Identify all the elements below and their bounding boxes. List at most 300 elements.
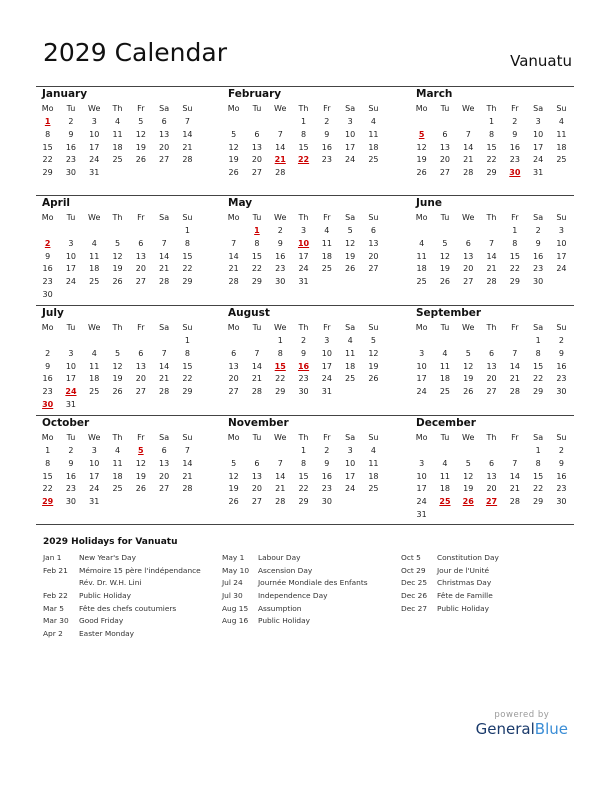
month-name: January [42, 88, 88, 100]
day-cell: 4 [347, 336, 353, 345]
weekday-label: Tu [440, 104, 450, 113]
weekday-label: Sa [533, 104, 544, 113]
day-cell: 29 [275, 387, 286, 397]
day-cell: 1 [184, 336, 190, 345]
day-cell: 27 [251, 168, 263, 178]
day-cell: 10 [89, 458, 100, 468]
day-cell: 15 [298, 471, 309, 481]
weekday-label: Fr [511, 433, 519, 442]
day-cell: 27 [439, 168, 451, 178]
holiday-day: 30 [509, 168, 521, 178]
day-cell: 23 [509, 155, 520, 165]
brand-name [476, 720, 568, 738]
day-cell: 7 [161, 348, 167, 358]
day-cell: 23 [556, 484, 567, 494]
day-cell: 11 [556, 129, 567, 139]
holiday-entry [401, 577, 499, 590]
holiday-entry [222, 565, 368, 578]
day-cell: 23 [65, 484, 77, 494]
day-cell: 3 [68, 238, 74, 248]
weekday-label: Th [298, 433, 309, 442]
day-cell: 11 [368, 458, 379, 468]
day-cell: 6 [442, 129, 448, 139]
day-cell: 23 [533, 264, 544, 274]
day-cell: 5 [465, 458, 471, 468]
day-cell: 17 [345, 471, 356, 481]
day-cell: 3 [324, 336, 330, 345]
day-cell: 4 [442, 348, 448, 358]
holiday-day: 1 [44, 117, 51, 126]
day-cell: 4 [442, 458, 448, 468]
day-cell: 18 [112, 471, 123, 481]
weekday-label: Su [556, 104, 567, 113]
day-cell: 2 [558, 336, 564, 345]
day-cell: 25 [112, 484, 123, 494]
holiday-entry [43, 628, 201, 641]
day-cell: 3 [535, 117, 541, 126]
day-cell: 9 [300, 348, 307, 358]
day-cell: 20 [486, 484, 497, 494]
holiday-day: 5 [138, 446, 144, 455]
weekday-label: Su [556, 213, 567, 222]
day-cell: 26 [368, 374, 379, 384]
empty-cell [457, 225, 480, 238]
holiday-date: Jan 1 [43, 553, 62, 562]
day-cell: 25 [368, 155, 379, 165]
holiday-name: Mémoire 15 père l'indépendance [79, 565, 201, 575]
day-cell: 7 [512, 348, 518, 358]
day-cell: 21 [486, 264, 497, 274]
day-cell: 7 [161, 238, 167, 248]
day-cell: 24 [298, 264, 309, 274]
weekday-label: We [274, 433, 287, 442]
day-cell: 15 [509, 251, 520, 261]
day-cell: 22 [42, 484, 53, 494]
month-name: December [416, 417, 476, 429]
holiday-name: Easter Monday [79, 629, 135, 639]
day-cell: 5 [347, 226, 353, 235]
holiday-name: Christmas Day [437, 578, 492, 588]
day-cell: 4 [91, 238, 97, 248]
holiday-date: Dec 27 [401, 603, 428, 613]
weekday-label: Mo [227, 213, 240, 222]
empty-cell [503, 445, 526, 458]
holiday-entry [43, 590, 201, 603]
month-december [410, 416, 575, 522]
weekday-header [410, 430, 575, 445]
month-name: May [228, 197, 253, 209]
holidays-title: 2029 Holidays for Vanuatu [43, 537, 178, 547]
day-cell: 17 [345, 142, 356, 152]
day-cell: 26 [112, 277, 123, 287]
day-cell: 9 [512, 129, 518, 139]
holiday-date: Dec 26 [401, 591, 428, 601]
holiday-entry [43, 615, 201, 628]
day-cell: 19 [345, 251, 356, 261]
day-cell: 17 [533, 142, 544, 152]
day-cell: 26 [463, 387, 474, 397]
weekday-label: Fr [511, 213, 519, 222]
day-cell: 10 [416, 361, 427, 371]
day-cell: 5 [442, 238, 448, 248]
empty-cell [480, 445, 503, 458]
empty-cell [106, 225, 129, 238]
weekday-label: Tu [252, 104, 262, 113]
day-cell: 26 [135, 484, 146, 494]
day-cell: 8 [535, 458, 541, 468]
holiday-entry [222, 552, 368, 565]
day-cell: 28 [509, 387, 520, 397]
empty-cell [106, 335, 129, 348]
day-cell: 21 [228, 264, 239, 274]
day-cell: 12 [463, 471, 474, 481]
day-cell: 12 [228, 142, 239, 152]
holiday-day: 10 [297, 238, 310, 248]
holiday-day: 15 [274, 361, 286, 371]
holiday-day: 21 [274, 155, 286, 165]
day-cell: 8 [300, 458, 307, 468]
day-cell: 10 [65, 361, 77, 371]
day-cell: 17 [416, 374, 427, 384]
day-cell: 18 [368, 471, 379, 481]
day-cell: 26 [228, 168, 239, 178]
day-cell: 4 [114, 446, 121, 455]
day-cell: 26 [228, 497, 239, 507]
day-cell: 24 [416, 387, 427, 397]
month-name: August [228, 307, 270, 319]
day-cell: 24 [89, 155, 100, 165]
day-cell: 25 [89, 277, 100, 287]
day-cell: 21 [509, 484, 520, 494]
day-cell: 6 [161, 446, 167, 455]
page-title: 2029 Calendar [43, 38, 227, 67]
holiday-day: 1 [254, 226, 260, 235]
empty-cell [59, 225, 82, 238]
day-cell: 8 [45, 129, 51, 139]
empty-cell [59, 335, 82, 348]
day-cell: 14 [509, 471, 520, 481]
day-cell: 11 [89, 251, 100, 261]
day-cell: 17 [65, 264, 77, 274]
weekday-label: Fr [511, 323, 519, 332]
weekday-label: Sa [345, 104, 356, 113]
weekday-label: Su [556, 433, 567, 442]
day-grid [222, 445, 387, 509]
empty-cell [129, 225, 152, 238]
day-cell: 6 [254, 458, 260, 468]
day-cell: 22 [251, 264, 263, 274]
holiday-name: Fête de Famille [437, 591, 493, 601]
empty-cell [245, 445, 268, 458]
day-cell: 6 [138, 238, 144, 248]
day-cell: 28 [251, 387, 263, 397]
weekday-label: Tu [440, 433, 450, 442]
day-cell: 10 [89, 129, 100, 139]
day-cell: 8 [184, 348, 190, 358]
weekday-label: Sa [159, 213, 170, 222]
empty-cell [269, 116, 292, 129]
weekday-label: Tu [252, 323, 262, 332]
day-cell: 27 [159, 484, 170, 494]
day-cell: 22 [42, 155, 53, 165]
weekday-label: We [274, 104, 287, 113]
empty-cell [457, 445, 480, 458]
holiday-entry [222, 615, 368, 628]
day-cell: 10 [533, 129, 544, 139]
weekday-header [410, 101, 575, 116]
month-august [222, 306, 387, 399]
empty-cell [36, 335, 59, 348]
day-grid [36, 116, 201, 180]
day-cell: 16 [42, 264, 53, 274]
empty-cell [245, 116, 268, 129]
day-cell: 30 [65, 168, 77, 178]
day-cell: 14 [182, 458, 193, 468]
day-cell: 28 [228, 277, 239, 287]
weekday-label: Fr [137, 323, 145, 332]
brand-name-general: General [475, 720, 535, 738]
day-cell: 3 [419, 348, 425, 358]
day-cell: 21 [182, 142, 193, 152]
day-cell: 8 [300, 129, 307, 139]
day-cell: 7 [231, 238, 237, 248]
day-cell: 11 [112, 129, 123, 139]
empty-cell [433, 225, 456, 238]
day-cell: 24 [321, 374, 332, 384]
weekday-label: Fr [137, 433, 145, 442]
weekday-label: Fr [137, 213, 145, 222]
month-february [222, 87, 387, 180]
day-cell: 3 [419, 458, 425, 468]
day-cell: 29 [533, 497, 544, 507]
empty-cell [433, 445, 456, 458]
day-cell: 15 [182, 361, 193, 371]
weekday-header [222, 210, 387, 225]
day-cell: 9 [535, 238, 541, 248]
month-name: June [416, 197, 442, 209]
empty-cell [457, 335, 480, 348]
row-divider [36, 524, 574, 525]
day-cell: 10 [321, 348, 332, 358]
day-cell: 17 [298, 251, 309, 261]
day-cell: 7 [488, 238, 495, 248]
weekday-label: Mo [227, 433, 240, 442]
weekday-header [36, 101, 201, 116]
day-cell: 6 [465, 238, 471, 248]
weekday-label: Sa [159, 323, 170, 332]
day-cell: 13 [251, 142, 263, 152]
holiday-entry [401, 552, 499, 565]
day-cell: 23 [275, 264, 286, 274]
weekday-label: Su [556, 323, 567, 332]
holiday-entry [222, 590, 368, 603]
holiday-entry [401, 590, 499, 603]
day-cell: 9 [558, 458, 564, 468]
day-cell: 5 [370, 336, 376, 345]
day-cell: 13 [135, 361, 146, 371]
day-cell: 24 [65, 277, 77, 287]
day-cell: 30 [556, 497, 567, 507]
day-cell: 24 [556, 264, 567, 274]
holiday-date: Oct 5 [401, 553, 421, 562]
day-cell: 20 [439, 155, 451, 165]
weekday-label: Th [112, 213, 123, 222]
day-cell: 26 [345, 264, 356, 274]
day-cell: 21 [159, 374, 170, 384]
holiday-entry [401, 603, 499, 616]
month-june [410, 196, 575, 289]
day-cell: 30 [556, 387, 567, 397]
holiday-name: Constitution Day [437, 553, 499, 562]
weekday-label: Sa [345, 433, 356, 442]
day-cell: 18 [556, 142, 567, 152]
day-cell: 5 [231, 129, 237, 139]
day-cell: 18 [89, 264, 100, 274]
weekday-label: Fr [323, 323, 331, 332]
day-cell: 8 [45, 458, 51, 468]
month-may [222, 196, 387, 289]
weekday-label: Mo [41, 323, 54, 332]
empty-cell [410, 445, 433, 458]
holiday-entry [43, 552, 201, 565]
weekday-label: Sa [533, 433, 544, 442]
day-cell: 29 [298, 497, 309, 507]
month-april [36, 196, 201, 302]
month-january [36, 87, 201, 180]
day-cell: 21 [251, 374, 263, 384]
day-cell: 18 [345, 361, 356, 371]
weekday-label: Mo [41, 104, 54, 113]
weekday-label: Mo [415, 433, 428, 442]
weekday-label: Mo [41, 213, 54, 222]
day-cell: 1 [184, 226, 190, 235]
month-name: October [42, 417, 90, 429]
holiday-name: Good Friday [79, 616, 124, 626]
day-cell: 19 [228, 155, 239, 165]
holiday-date: Aug 16 [222, 616, 249, 626]
day-cell: 28 [463, 168, 474, 178]
holiday-date: Dec 25 [401, 578, 428, 588]
day-cell: 23 [65, 155, 77, 165]
day-cell: 29 [182, 387, 193, 397]
weekday-label: We [88, 323, 101, 332]
holiday-day: 16 [297, 361, 310, 371]
weekday-label: Su [182, 433, 193, 442]
empty-cell [433, 116, 456, 129]
day-cell: 11 [89, 361, 100, 371]
day-cell: 17 [416, 484, 427, 494]
day-cell: 23 [298, 374, 309, 384]
day-cell: 27 [228, 387, 239, 397]
day-cell: 25 [416, 277, 427, 287]
day-cell: 24 [416, 497, 427, 507]
month-name: March [416, 88, 453, 100]
holiday-column [43, 552, 201, 641]
holiday-name: Assumption [258, 603, 302, 613]
day-cell: 2 [277, 226, 283, 235]
day-cell: 20 [159, 142, 170, 152]
day-cell: 3 [91, 446, 97, 455]
day-cell: 20 [463, 264, 474, 274]
day-cell: 11 [321, 238, 332, 248]
empty-cell [480, 335, 503, 348]
holiday-date: Apr 2 [43, 629, 63, 639]
weekday-label: Su [368, 323, 379, 332]
month-name: September [416, 307, 482, 319]
day-cell: 8 [535, 348, 541, 358]
weekday-label: Th [112, 323, 123, 332]
day-cell: 15 [486, 142, 497, 152]
holiday-name: Ascension Day [258, 565, 313, 575]
holiday-day: 24 [65, 387, 77, 397]
holiday-day: 2 [44, 238, 51, 248]
day-grid [410, 225, 575, 289]
day-cell: 23 [42, 387, 53, 397]
weekday-label: Fr [323, 213, 331, 222]
holiday-day: 5 [418, 129, 425, 139]
day-cell: 8 [254, 238, 260, 248]
day-cell: 7 [277, 129, 283, 139]
day-cell: 25 [321, 264, 332, 274]
weekday-label: Fr [323, 433, 331, 442]
day-cell: 9 [324, 458, 330, 468]
empty-cell [222, 445, 245, 458]
holiday-date: Mar 30 [43, 616, 69, 626]
day-cell: 28 [182, 155, 193, 165]
holiday-name: Public Holiday [79, 591, 132, 601]
powered-by-text: powered by [494, 710, 550, 720]
day-grid [222, 116, 387, 180]
holiday-date: Mar 5 [43, 603, 64, 613]
day-cell: 2 [324, 117, 330, 126]
weekday-label: Th [298, 104, 309, 113]
day-cell: 20 [228, 374, 239, 384]
day-cell: 4 [419, 238, 425, 248]
day-cell: 9 [68, 458, 74, 468]
day-cell: 29 [509, 277, 520, 287]
weekday-header [222, 101, 387, 116]
day-cell: 31 [321, 387, 332, 397]
month-march [410, 87, 575, 180]
day-cell: 7 [254, 348, 260, 358]
day-cell: 14 [509, 361, 520, 371]
day-cell: 12 [439, 251, 451, 261]
day-cell: 6 [488, 348, 495, 358]
day-cell: 8 [488, 129, 495, 139]
day-cell: 4 [558, 117, 564, 126]
day-cell: 6 [370, 226, 376, 235]
day-cell: 1 [535, 446, 541, 455]
day-cell: 19 [112, 264, 123, 274]
day-cell: 25 [345, 374, 356, 384]
holiday-name: Labour Day [258, 553, 301, 562]
holiday-name: New Year's Day [79, 553, 136, 562]
empty-cell [503, 335, 526, 348]
holiday-date: Aug 15 [222, 603, 249, 613]
day-cell: 1 [300, 446, 307, 455]
day-cell: 1 [488, 117, 495, 126]
weekday-label: Mo [41, 433, 54, 442]
empty-cell [222, 116, 245, 129]
day-grid [36, 335, 201, 412]
day-cell: 23 [556, 374, 567, 384]
day-cell: 19 [135, 142, 146, 152]
day-cell: 25 [556, 155, 567, 165]
empty-cell [410, 335, 433, 348]
weekday-label: Mo [415, 323, 428, 332]
day-cell: 27 [368, 264, 379, 274]
day-cell: 13 [486, 361, 497, 371]
